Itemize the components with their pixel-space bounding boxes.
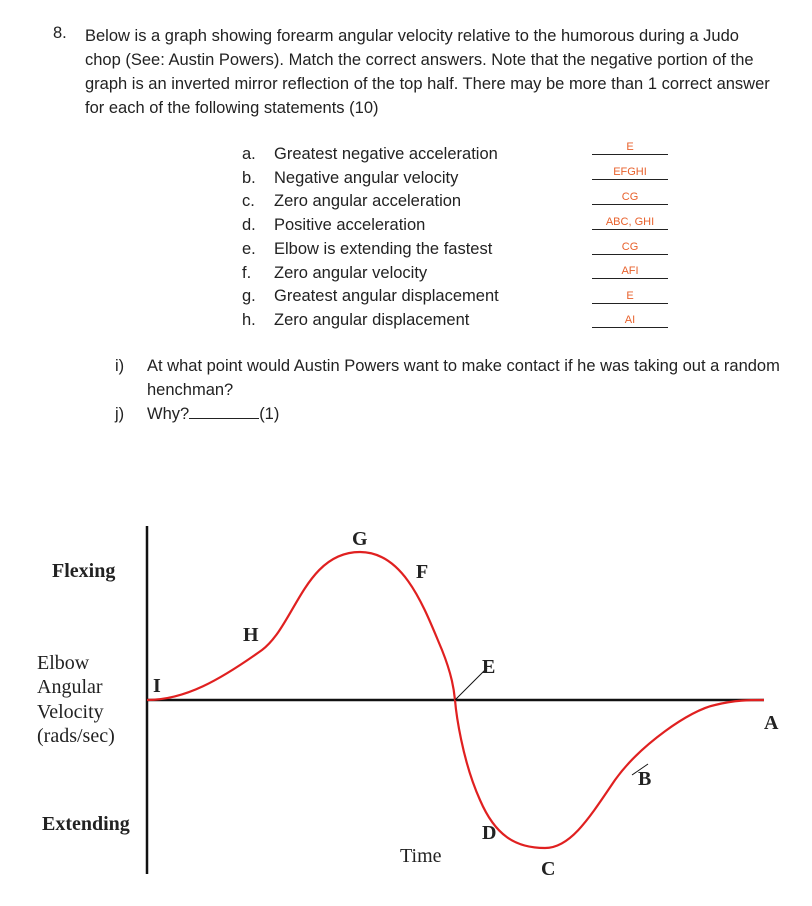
item-letter: d. xyxy=(242,216,256,234)
answer-field[interactable]: AFI xyxy=(592,265,668,279)
item-letter: g. xyxy=(242,287,256,305)
y-axis-label-line: Elbow xyxy=(37,652,90,674)
flexing-label: Flexing xyxy=(52,560,116,582)
subquestion-j-marks: (1) xyxy=(259,405,280,423)
item-text: Elbow is extending the fastest xyxy=(274,240,493,258)
point-label-a: A xyxy=(764,712,779,734)
item-text: Zero angular displacement xyxy=(274,311,470,329)
point-label-c: C xyxy=(541,858,556,880)
subquestion-j-label: j) xyxy=(115,405,125,423)
item-letter: a. xyxy=(242,145,256,163)
point-label-f: F xyxy=(416,561,429,583)
answer-field[interactable]: ABC, GHI xyxy=(592,216,668,230)
point-label-i: I xyxy=(153,675,161,697)
subquestion-j-text: Why? xyxy=(147,405,190,423)
item-text: Greatest angular displacement xyxy=(274,287,499,305)
question-number: 8. xyxy=(53,24,67,42)
subquestion-i-text: At what point would Austin Powers want to make contact if he was taking out a random henchman? xyxy=(147,357,780,399)
x-axis-label: Time xyxy=(400,845,442,867)
answer-field[interactable]: CG xyxy=(592,191,668,205)
extending-label: Extending xyxy=(42,813,130,835)
point-label-g: G xyxy=(352,528,368,550)
item-letter: h. xyxy=(242,311,256,329)
answer-field[interactable]: EFGHI xyxy=(592,166,668,180)
item-text: Zero angular acceleration xyxy=(274,192,462,210)
subquestion-i-label: i) xyxy=(115,357,125,375)
item-letter: c. xyxy=(242,192,255,210)
item-text: Greatest negative acceleration xyxy=(274,145,498,163)
y-axis-label-line: Angular xyxy=(37,676,103,698)
item-text: Zero angular velocity xyxy=(274,264,428,282)
point-label-h: H xyxy=(243,624,259,646)
answer-field[interactable]: CG xyxy=(592,241,668,255)
item-letter: b. xyxy=(242,169,256,187)
y-axis-label-line: (rads/sec) xyxy=(37,725,115,747)
y-axis-label-line: Velocity xyxy=(37,701,104,723)
question-text: Below is a graph showing forearm angular velocity relative to the humorous during a Judo chop (See: Austin Powers). Match the correct answers. Note that the negative portion of the graph is an inverted mirror reflection of the top half. There may be more than 1 correct answer for each of the following statements (10) xyxy=(85,27,770,117)
point-label-e: E xyxy=(482,656,496,678)
item-letter: e. xyxy=(242,240,256,258)
item-text: Negative angular velocity xyxy=(274,169,459,187)
answer-field[interactable]: E xyxy=(592,141,668,155)
answer-field[interactable]: AI xyxy=(592,314,668,328)
point-label-b: B xyxy=(638,768,652,790)
item-text: Positive acceleration xyxy=(274,216,426,234)
point-label-d: D xyxy=(482,822,497,844)
answer-field[interactable]: E xyxy=(592,290,668,304)
item-letter: f. xyxy=(242,264,252,282)
